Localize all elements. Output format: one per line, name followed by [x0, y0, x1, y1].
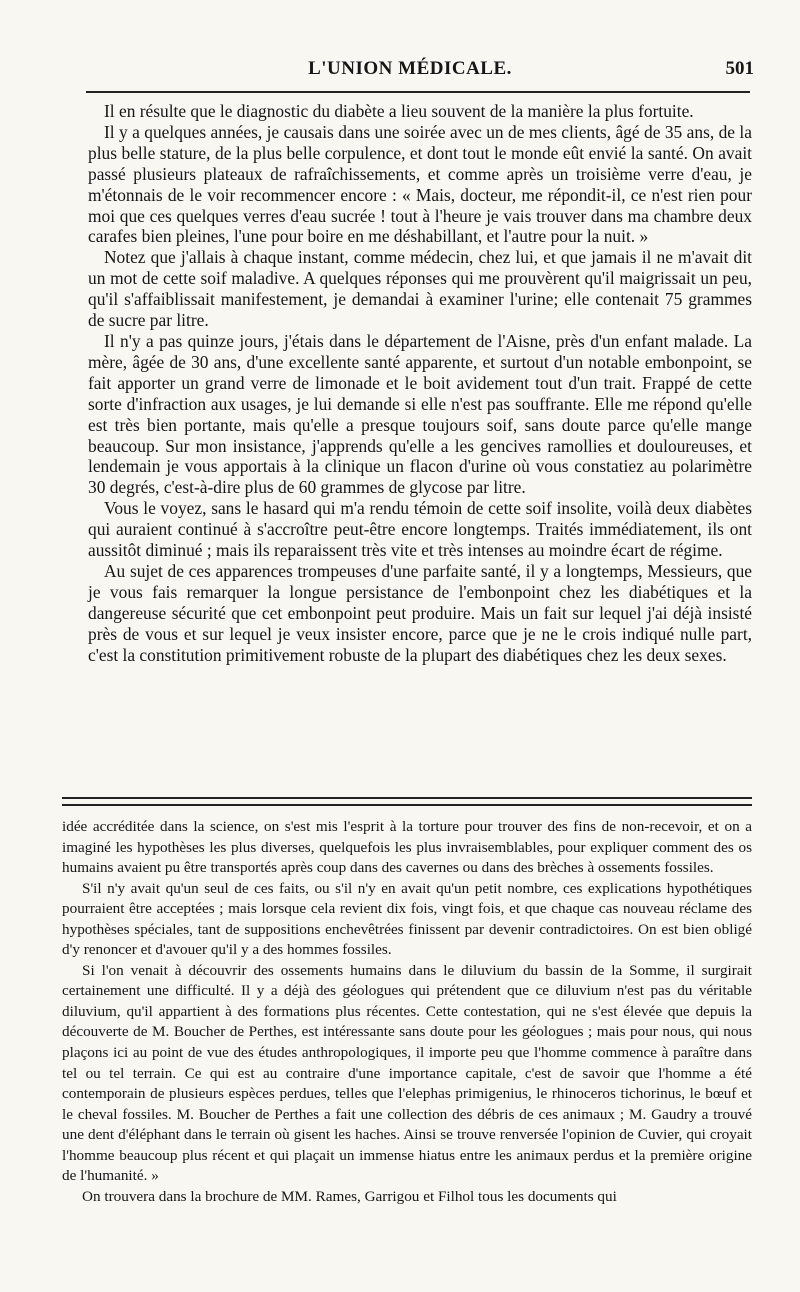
journal-title: L'UNION MÉDICALE.: [308, 58, 512, 79]
paragraph: Il en résulte que le diagnostic du diabète a lieu souvent de la manière la plus fortuite.: [104, 101, 694, 121]
footnote-paragraph: Si l'on venait à découvrir des ossements humains dans le diluvium du bassin de la Somme, il surgirait certainement une difficulté. Il y a déjà des géologues qui prétendent que ce diluvium n'est pas du véritable diluvium, qu'il appartient à des formations plus récentes. Cette contestation, qui ne s'est élevée que depuis la découverte de M. Boucher de Perthes, est intéressante sans doute pour les géologues ; mais pour nous, qui nous plaçons ici au point de vue des études anthropologiques, il importe peu que l'homme commence à paraître dans tel ou tel terrain. Ce qui est au contraire d'une importance capitale, c'est de savoir que l'homme a été contemporain de plusieurs espèces perdues, telles que l'elephas primigenius, le rhinoceros tichorinus, le bœuf et le cheval fossiles. M. Boucher de Perthes a fait une collection des débris de ces animaux ; M. Gaudry a trouvé une dent d'éléphant dans le terrain où gisent les haches. Ainsi se trouve renversée l'opinion de Cuvier, qui croyait l'homme beaucoup plus récent et qui plaçait un immense hiatus entre les animaux perdus et la première origine de l'humanité. »: [62, 961, 752, 1185]
footnote-paragraph: On trouvera dans la brochure de MM. Rames, Garrigou et Filhol tous les documents qui: [82, 1187, 617, 1205]
footnote-paragraph: idée accréditée dans la science, on s'est mis l'esprit à la torture pour trouver des fins de non-recevoir, et on a imaginé les hypothèses les plus diverses, quelquefois les plus invraisemblables, pour expliquer comment des os humains avaient pu être transportés après coup dans des cavernes ou dans des brèches à ossements fossiles.: [62, 818, 752, 877]
footnote-separator-rule: [62, 797, 752, 806]
paragraph: Vous le voyez, sans le hasard qui m'a rendu témoin de cette soif insolite, voilà deux diabètes qui auraient continué à s'accroître peut-être encore longtemps. Traités immédiatement, ils ont aussitôt diminué ; mais ils reparaissent très vite et très intenses au moindre écart de régime.: [88, 498, 752, 561]
paragraph: Il n'y a pas quinze jours, j'étais dans le département de l'Aisne, près d'un enfant malade. La mère, âgée de 30 ans, d'une excellente santé apparente, et surtout d'un notable embonpoint, se fait apporter un grand verre de limonade et le boit avidement tout d'un trait. Frappé de cette sorte d'infraction aux usages, je lui demande si elle n'est pas souffrante. Elle me répond qu'elle est très bien portante, mais qu'elle a presque toujours soif, sans doute parce qu'elle mange beaucoup. Sur mon insistance, j'apprends qu'elle a les gencives ramollies et douloureuses, et lendemain je vous apportais à la clinique un flacon d'urine où vous constatiez au polarimètre 30 degrés, c'est-à-dire plus de 60 grammes de glycose par litre.: [88, 330, 752, 498]
footnote-paragraph: S'il n'y avait qu'un seul de ces faits, ou s'il n'y en avait qu'un petit nombre, ces explications hypothétiques pourraient être acceptées ; mais lorsque cela revient dix fois, vingt fois, et que chaque cas nouveau réclame des hypothèses spéciales, tant de suppositions enchevêtrées finissent par devenir contradictoires. On est bien obligé d'y renoncer et d'avouer qu'il y a des hommes fossiles.: [62, 879, 752, 959]
paragraph: Notez que j'allais à chaque instant, comme médecin, chez lui, et que jamais il ne m'avait dit un mot de cette soif maladive. A quelques réponses qui me prouvèrent qu'il maigrissait un peu, qu'il s'affaiblissait manifestement, je demandai à examiner l'urine; elle contenait 75 grammes de sucre par litre.: [88, 247, 752, 331]
main-text: [88, 101, 752, 665]
page-number: 501: [725, 58, 754, 79]
running-header: [60, 54, 760, 84]
header-rule: [86, 91, 750, 93]
footnote-text: [62, 817, 752, 1207]
paragraph: Au sujet de ces apparences trompeuses d'une parfaite santé, il y a longtemps, Messieurs, que je vous fais remarquer la longue persistance de l'embonpoint chez les diabétiques et la dangereuse sécurité que cet embonpoint peut produire. Mais un fait sur lequel j'ai déjà insisté près de vous et sur lequel je veux insister encore, parce que je ne le crois indiqué nulle part, c'est la constitution primitivement robuste de la plupart des diabétiques chez les deux sexes.: [88, 560, 752, 665]
paragraph: Il y a quelques années, je causais dans une soirée avec un de mes clients, âgé de 35 ans, de la plus belle stature, de la plus belle corpulence, et dont tout le monde eût envié la santé. On avait passé plusieurs plateaux de rafraîchissements, et comme après un troisième verre d'eau, je m'étonnais de le voir recommencer encore : « Mais, docteur, me répondit-il, ce n'est rien pour moi que ces quelques verres d'eau sucrée ! tout à l'heure je vais trouver dans ma chambre deux carafes bien pleines, l'une pour boire en me déshabillant, et l'autre pour la nuit. »: [88, 121, 752, 247]
